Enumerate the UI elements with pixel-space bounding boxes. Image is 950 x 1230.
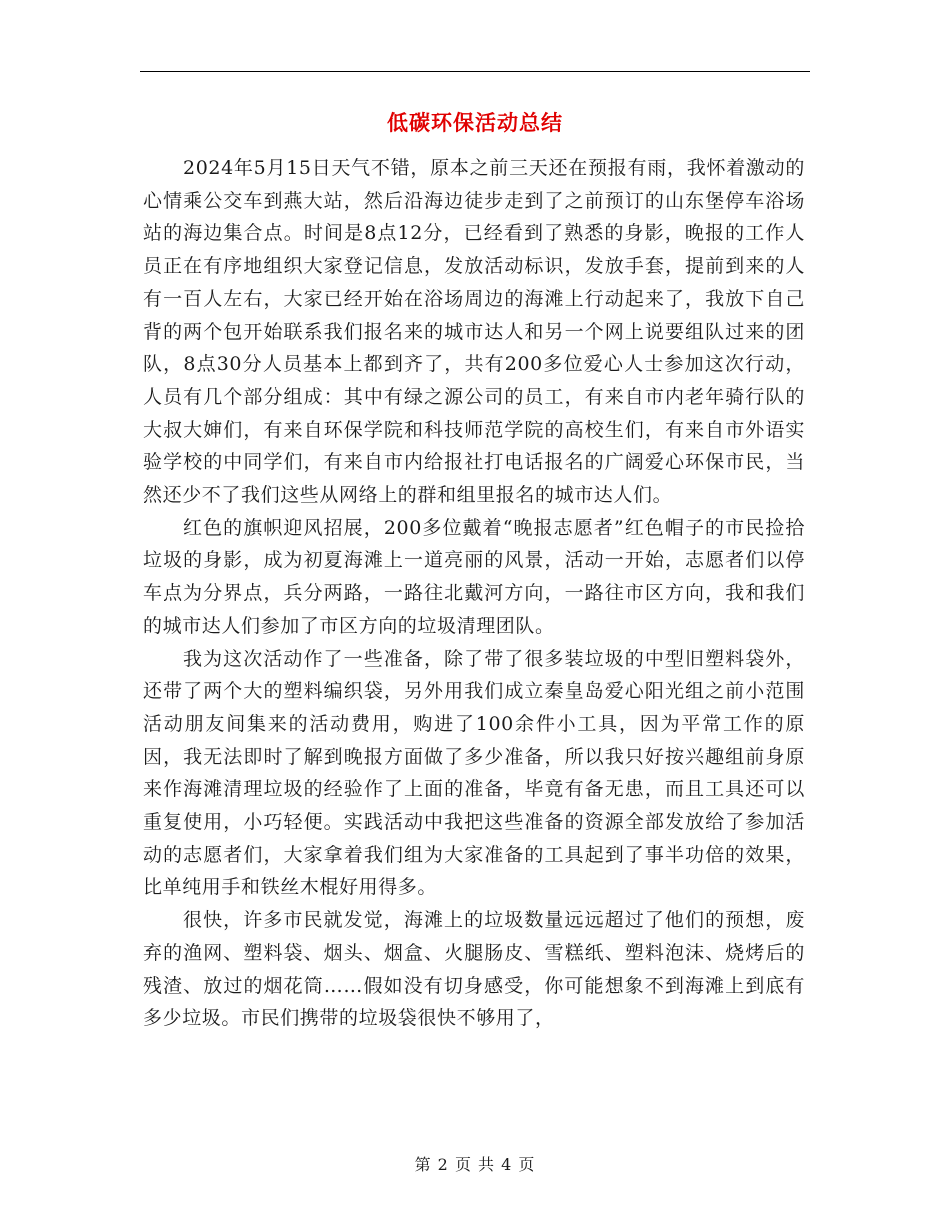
paragraph-4: 很快，许多市民就发觉，海滩上的垃圾数量远远超过了他们的预想，废弃的渔网、塑料袋、烟头、烟盒、火腿肠皮、雪糕纸、塑料泡沫、烧烤后的残渣、放过的烟花筒……假如没有切身感受，你可能想象不到海滩上到底有多少垃圾。市民们携带的垃圾袋很快不够用了，	[143, 909, 805, 1030]
paragraph-1: 2024年5月15日天气不错，原本之前三天还在预报有雨，我怀着激动的心情乘公交车到燕大站，然后沿海边徒步走到了之前预订的山东堡停车浴场站的海边集合点。时间是8点12分，已经看到了熟悉的身影，晚报的工作人员正在有序地组织大家登记信息，发放活动标识，发放手套，提前到来的人有一百人左右，大家已经开始在浴场周边的海滩上行动起来了，我放下自己背的两个包开始联系我们报名来的城市达人和另一个网上说要组队过来的团队，8点30分人员基本上都到齐了，共有200多位爱心人士参加这次行动，人员有几个部分组成：其中有绿之源公司的员工，有来自市内老年骑行队的大叔大婶们，有来自环保学院和科技师范学院的高校生们，有来自市外语实验学校的中同学们，有来自市内给报社打电话报名的广阔爱心环保市民，当然还少不了我们这些从网络上的群和组里报名的城市达人们。	[143, 157, 805, 507]
page-number-label: 第 2 页 共 4 页	[414, 1155, 536, 1174]
page-footer	[0, 1153, 950, 1177]
paragraph-3: 我为这次活动作了一些准备，除了带了很多装垃圾的中型旧塑料袋外，还带了两个大的塑料编织袋，另外用我们成立秦皇岛爱心阳光组之前小范围活动朋友间集来的活动费用，购进了100余件小工具，因为平常工作的原因，我无法即时了解到晚报方面做了多少准备，所以我只好按兴趣组前身原来作海滩清理垃圾的经验作了上面的准备，毕竟有备无患，而且工具还可以重复使用，小巧轻便。实践活动中我把这些准备的资源全部发放给了参加活动的志愿者们，大家拿着我们组为大家准备的工具起到了事半功倍的效果，比单纯用手和铁丝木棍好用得多。	[143, 647, 805, 899]
document-title: 低碳环保活动总结	[387, 111, 563, 135]
paragraph-2: 红色的旗帜迎风招展，200多位戴着“晚报志愿者”红色帽子的市民捡拾垃圾的身影，成为初夏海滩上一道亮丽的风景，活动一开始，志愿者们以停车点为分界点，兵分两路，一路往北戴河方向，一路往市区方向，我和我们的城市达人们参加了市区方向的垃圾清理团队。	[143, 516, 805, 637]
header-rule	[140, 71, 810, 72]
document-body	[143, 152, 805, 1035]
